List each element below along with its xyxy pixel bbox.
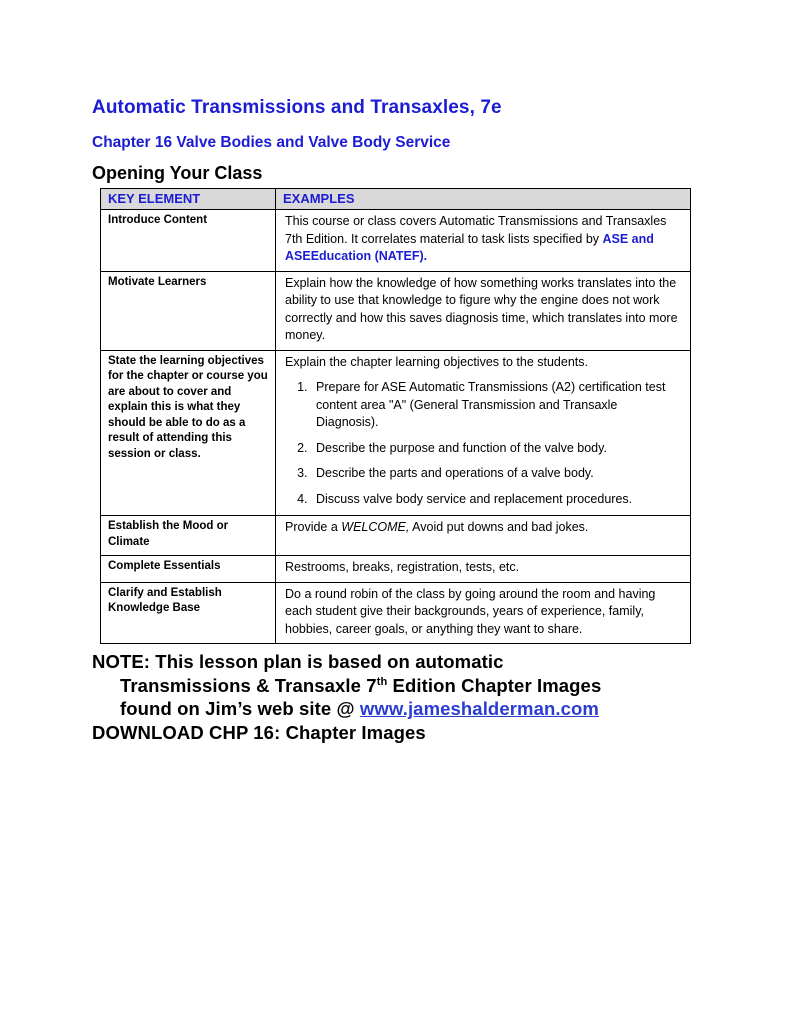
- examples-cell: [276, 350, 691, 516]
- note-line-1: NOTE: This lesson plan is based on automatic: [92, 651, 504, 673]
- note-paragraph: [92, 650, 692, 745]
- examples-text: Avoid put downs and bad jokes.: [409, 520, 589, 534]
- objective-item: 1. Prepare for ASE Automatic Transmissions (A2) certification test content area "A" (General Transmission and Transaxle Diagnosis).: [311, 379, 681, 432]
- objectives-list: [285, 379, 681, 508]
- chapter-subtitle: Chapter 16 Valve Bodies and Valve Body Service: [92, 134, 451, 151]
- ase-highlight-text: ASE and ASEEducation (NATEF).: [285, 231, 654, 263]
- examples-text: This course or class covers Automatic Transmissions and Transaxles 7th Edition. It correlates material to task lists specified by: [285, 214, 667, 246]
- key-element-cell: Introduce Content: [101, 210, 276, 272]
- section-heading: Opening Your Class: [92, 163, 263, 183]
- superscript-th: th: [376, 675, 388, 688]
- welcome-italic-text: WELCOME,: [341, 520, 410, 534]
- key-element-cell: Clarify and Establish Knowledge Base: [101, 582, 276, 644]
- document-title: Automatic Transmissions and Transaxles, 7e: [92, 97, 502, 118]
- examples-cell: [276, 516, 691, 556]
- website-link[interactable]: www.jameshalderman.com: [359, 698, 599, 720]
- examples-cell: Explain how the knowledge of how something works translates into the ability to use that knowledge to figure why the engine does not work correctly and how this saves diagnosis time, which translates into more money.: [276, 271, 691, 350]
- table-header-row: [101, 189, 691, 210]
- column-header-examples: EXAMPLES: [276, 189, 691, 210]
- table-row: [101, 271, 691, 350]
- key-element-cell: State the learning objectives for the chapter or course you are about to cover and explain this is what they should be able to do as a result of attending this session or class.: [101, 350, 276, 516]
- table-row: [101, 516, 691, 556]
- table-row: [101, 210, 691, 272]
- key-element-cell: Motivate Learners: [101, 271, 276, 350]
- lesson-plan-table: [100, 188, 691, 644]
- column-header-key-element: KEY ELEMENT: [101, 189, 276, 210]
- objectives-intro: Explain the chapter learning objectives to the students.: [285, 354, 588, 369]
- note-line-3: found on Jim’s web site @ www.jameshalderman.com: [120, 698, 599, 720]
- examples-cell: Do a round robin of the class by going around the room and having each student give their backgrounds, years of experience, family, hobbies, career goals, or anything they want to share.: [276, 582, 691, 644]
- key-element-cell: Establish the Mood or Climate: [101, 516, 276, 556]
- objective-item: 4. Discuss valve body service and replacement procedures.: [311, 491, 681, 509]
- objective-item: 3. Describe the parts and operations of a valve body.: [311, 465, 681, 483]
- note-line-2: Transmissions & Transaxle 7th Edition Chapter Images: [120, 674, 602, 696]
- table-row: [101, 350, 691, 516]
- table-row: [101, 582, 691, 644]
- download-line: DOWNLOAD CHP 16: Chapter Images: [92, 722, 426, 744]
- key-element-cell: Complete Essentials: [101, 556, 276, 583]
- table-row: [101, 556, 691, 583]
- examples-cell: Restrooms, breaks, registration, tests, etc.: [276, 556, 691, 583]
- examples-text: Provide a: [285, 520, 342, 534]
- examples-cell: [276, 210, 691, 272]
- objective-item: 2. Describe the purpose and function of the valve body.: [311, 440, 681, 458]
